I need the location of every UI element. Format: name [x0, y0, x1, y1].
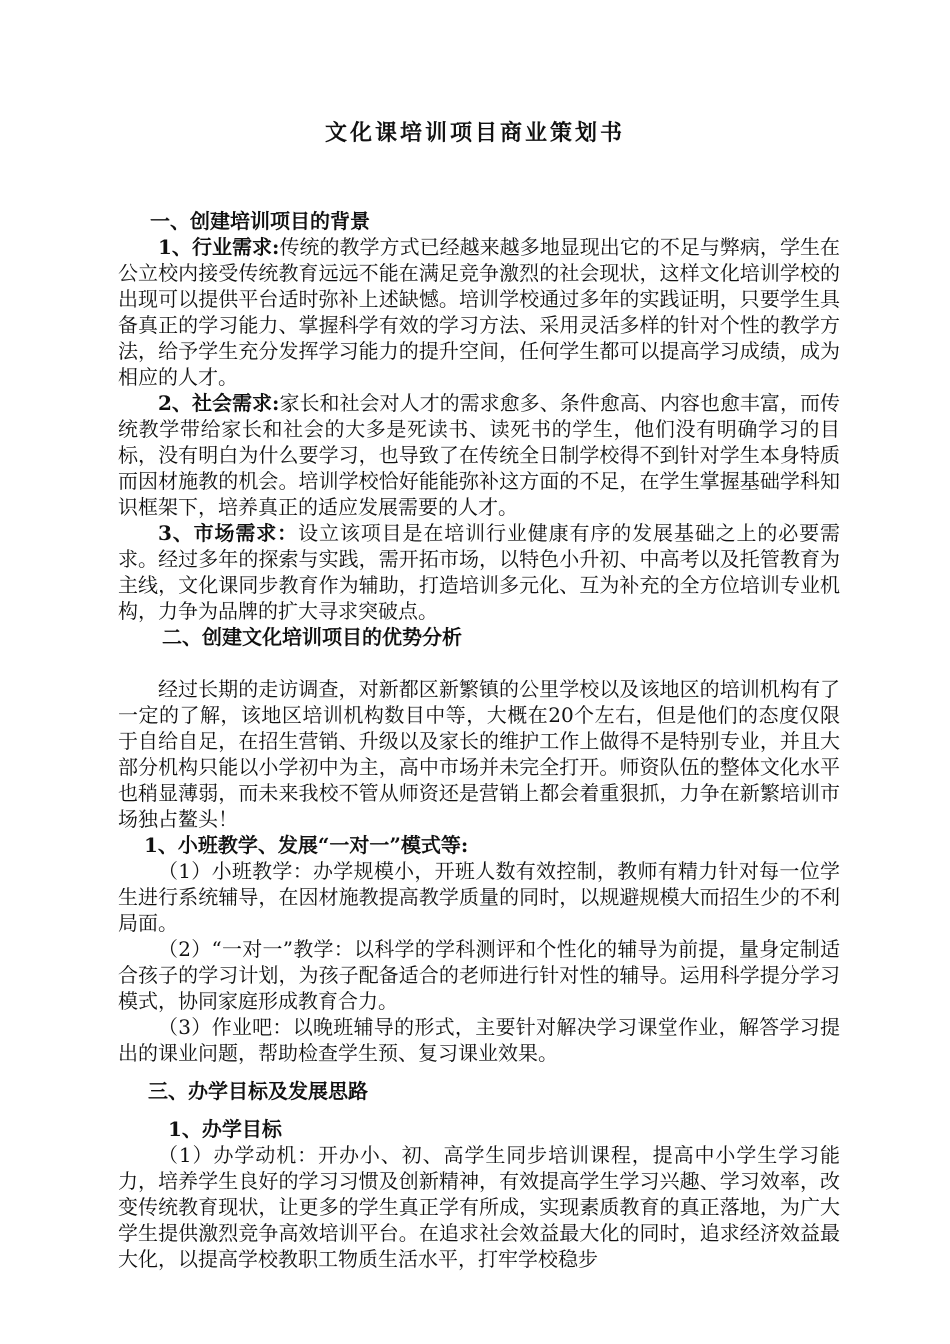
paragraph-label: 2、社会需求:	[158, 391, 280, 415]
paragraph	[118, 234, 840, 390]
list-item: （1）办学动机：开办小、初、高学生同步培训课程，提高中小学生学习能力，培养学生良好的学习习惯及创新精神，有效提高学生学习兴趣、学习效率，改变传统教育现状，让更多的学生真正学有所成，实现素质教育的真正落地，为广大学生提供激烈竞争高效培训平台。在追求社会效益最大化的同时，追求经济效益最大化，以提高学校教职工物质生活水平，打牢学校稳步	[118, 1143, 840, 1271]
paragraph-text: 家长和社会对人才的需求愈多、条件愈高、内容也愈丰富，而传统教学带给家长和社会的大多是死读书、读死书的学生，他们没有明确学习的目标，没有明白为什么要学习，也导致了在传统全日制学校得不到针对学生本身特质而因材施教的机会。培训学校恰好能能弥补这方面的不足，在学生掌握基础学科知识框架下，培养真正的适应发展需要的人才。	[118, 391, 840, 519]
list-item: （2）“一对一”教学：以科学的学科测评和个性化的辅导为前提，量身定制适合孩子的学习计划，为孩子配备适合的老师进行针对性的辅导。运用科学提分学习模式，协同家庭形成教育合力。	[118, 937, 840, 1013]
sub-heading: 1、小班教学、发展“一对一”模式等:	[144, 833, 469, 857]
paragraph-label: 1、行业需求:	[158, 235, 280, 259]
list-item: （1）小班教学：办学规模小，开班人数有效控制，教师有精力针对每一位学生进行系统辅导，在因材施教提高教学质量的同时，以规避规模大而招生少的不利局面。	[118, 859, 840, 935]
document-title: 文化课培训项目商业策划书	[324, 121, 625, 146]
list-item: （3）作业吧：以晚班辅导的形式，主要针对解决学习课堂作业，解答学习提出的课业问题，帮助检查学生预、复习课业效果。	[118, 1015, 840, 1065]
section-heading: 一、创建培训项目的背景	[150, 209, 370, 233]
paragraph	[118, 390, 840, 520]
paragraph	[118, 520, 840, 624]
paragraph: 经过长期的走访调查，对新都区新繁镇的公里学校以及该地区的培训机构有了一定的了解，该地区培训机构数目中等，大概在20个左右，但是他们的态度仅限于自给自足，在招生营销、升级以及家长的维护工作上做得不是特别专业，并且大部分机构只能以小学初中为主，高中市场并未完全打开。师资队伍的整体文化水平也稍显薄弱，而未来我校不管从师资还是营销上都会着重狠抓，力争在新繁培训市场独占鳌头！	[118, 677, 840, 831]
section-heading: 二、创建文化培训项目的优势分析	[162, 625, 462, 649]
paragraph-label: 3、市场需求：	[158, 521, 299, 545]
paragraph-text: 传统的教学方式已经越来越多地显现出它的不足与弊病，学生在公立校内接受传统教育远远不能在满足竞争激烈的社会现状，这样文化培训学校的出现可以提供平台适时弥补上述缺憾。培训学校通过多年的实践证明，只要学生具备真正的学习能力、掌握科学有效的学习方法、采用灵活多样的针对个性的教学方法，给予学生充分发挥学习能力的提升空间，任何学生都可以提高学习成绩，成为相应的人才。	[118, 235, 840, 389]
sub-heading: 1、办学目标	[168, 1117, 282, 1141]
section-heading: 三、办学目标及发展思路	[148, 1079, 368, 1103]
document-body	[118, 208, 840, 1272]
paragraph-text: 设立该项目是在培训行业健康有序的发展基础之上的必要需求。经过多年的探索与实践，需开拓市场，以特色小升初、中高考以及托管教育为主线，文化课同步教育作为辅助，打造培训多元化、互为补充的全方位培训专业机构，力争为品牌的扩大寻求突破点。	[118, 521, 840, 623]
